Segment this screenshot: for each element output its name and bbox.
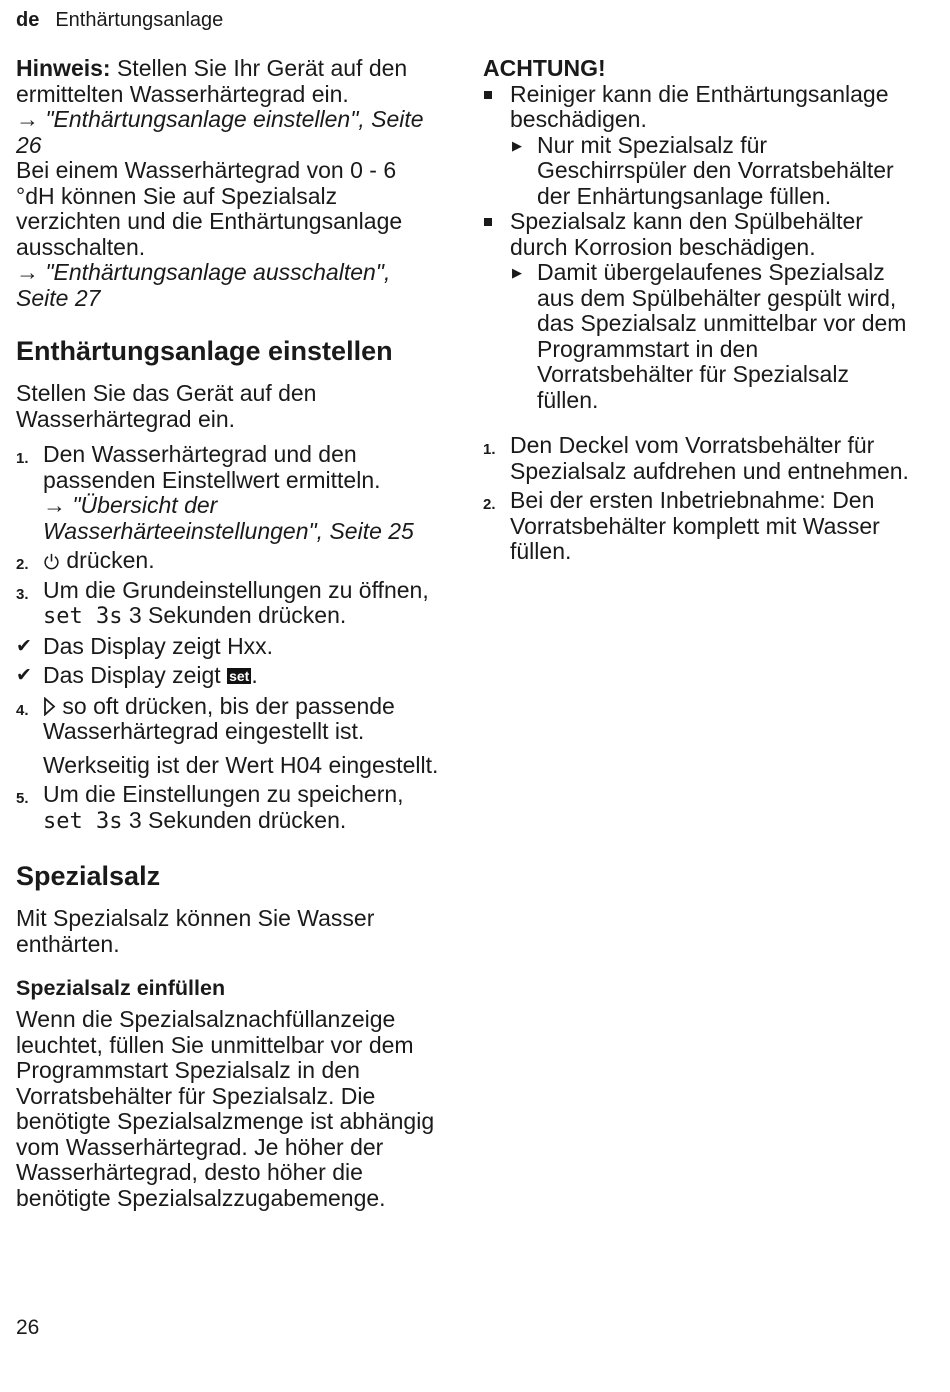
right-column [483, 56, 913, 569]
step-number: 4. [16, 701, 29, 719]
hint-label: Hinweis: [16, 55, 111, 81]
triangle-bullet-icon: ▶ [512, 265, 522, 280]
step-note: Werkseitig ist der Wert H04 eingestellt. [43, 751, 439, 778]
section-heading-setup: Enthärtungsanlage einstellen [16, 336, 393, 366]
action-list [510, 133, 913, 210]
subheading-fill-salt: Spezialsalz einfüllen [16, 976, 226, 1000]
action-item [510, 260, 913, 413]
page-header [16, 9, 223, 32]
language-code: de [16, 9, 40, 31]
salt-intro: Mit Spezialsalz können Sie Wasser enthärten. [16, 905, 375, 957]
bullet-square-icon [484, 218, 492, 226]
setup-intro: Stellen Sie das Gerät auf den Wasserhärtegrad ein. [16, 380, 317, 432]
warning-item [483, 209, 913, 413]
set-display-symbol: set [229, 668, 250, 684]
triangle-bullet-icon: ▶ [512, 137, 522, 153]
header-title: Enthärtungsanlage [55, 9, 224, 31]
step-text: Den Deckel vom Vorratsbehälter für Spezialsalz aufdrehen und entnehmen. [510, 432, 909, 484]
step-number: 5. [16, 790, 29, 807]
step-4 [16, 694, 441, 779]
hint-text-2: Bei einem Wasserhärtegrad von 0 - 6 °dH können Sie auf Spezialsalz verzichten und die Enthärtungsanlage ausschalten. [16, 157, 403, 260]
section-heading-salt: Spezialsalz [16, 861, 161, 891]
step-5 [16, 782, 441, 834]
set-3s-button-label: set 3s [43, 808, 123, 834]
step-1 [16, 442, 441, 544]
power-icon [43, 553, 60, 570]
action-item [510, 133, 913, 210]
action-text: Nur mit Spezialsalz für Geschirrspüler den Vorratsbehälter der Enhärtungsanlage füllen. [537, 131, 894, 209]
step-text: so oft drücken, bis der passende Wasserhärtegrad eingestellt ist. [43, 692, 395, 744]
step-number: 1. [483, 441, 496, 458]
left-column [16, 56, 441, 1211]
page-number: 26 [16, 1316, 40, 1339]
result-1 [16, 634, 441, 660]
step-text: drücken. [60, 547, 155, 573]
check-icon: ✔ [16, 635, 32, 657]
result-2 [16, 663, 441, 690]
step-number: 1. [16, 450, 29, 467]
action-text: Damit übergelaufenes Spezialsalz aus dem Spülbehälter gespült wird, das Spezialsalz unmittelbar vor dem Programmstart in den Vorratsbehälter für Spezialsalz füllen. [537, 259, 907, 413]
step-text: 3 Sekunden drücken. [122, 602, 347, 628]
bullet-square-icon [484, 91, 492, 99]
result-text: Das Display zeigt Hxx. [43, 632, 274, 659]
warning-text: Reiniger kann die Enthärtungsanlage beschädigen. [510, 80, 889, 132]
step-text: Um die Grundeinstellungen zu öffnen, [43, 576, 429, 603]
setup-steps [16, 442, 441, 834]
step-text: Bei der ersten Inbetriebnahme: Den Vorratsbehälter komplett mit Wasser füllen. [510, 487, 880, 564]
warning-title: ACHTUNG! [483, 55, 606, 81]
step-number: 3. [16, 585, 29, 603]
step-2 [483, 488, 913, 565]
set-3s-button-label: set 3s [43, 604, 123, 629]
step-number: 2. [16, 556, 29, 573]
cross-reference[interactable]: → "Enthärtungsanlage ausschalten", Seite 27 [16, 259, 391, 311]
step-text: Den Wasserhärtegrad und den passenden Einstellwert ermitteln. [43, 441, 381, 493]
hint-paragraph [16, 56, 441, 107]
fill-salt-text: Wenn die Spezialsalznachfüllanzeige leuchtet, füllen Sie unmittelbar vor dem Programmstart Spezialsalz in den Vorratsbehälter für Spezialsalz. Die benötigte Spezialsalzmenge ist abhängig vom Wasserhärtegrad. Je höher der Wasserhärtegrad, desto höher die benötigte Spezialsalzzugabemenge. [16, 1006, 435, 1211]
step-number: 2. [483, 496, 496, 513]
fill-steps [483, 433, 913, 565]
result-text: Das Display zeigt [43, 662, 228, 688]
step-text: 3 Sekunden drücken. [122, 806, 347, 833]
cross-reference[interactable]: → "Übersicht der Wasserhärteeinstellungen", Seite 25 [43, 492, 414, 544]
warning-item [483, 82, 913, 210]
cross-reference[interactable]: → "Enthärtungsanlage einstellen", Seite 26 [16, 106, 424, 158]
arrow-right-icon [43, 697, 56, 716]
check-icon: ✔ [16, 665, 32, 686]
hint-text: Stellen Sie Ihr Gerät auf den ermittelten Wasserhärtegrad ein. [16, 55, 408, 107]
step-3 [16, 578, 441, 630]
step-2 [16, 548, 441, 574]
warning-list [483, 82, 913, 414]
step-text: Um die Einstellungen zu speichern, [43, 781, 404, 807]
step-1 [483, 433, 913, 484]
result-text-end: . [251, 662, 258, 688]
action-list [510, 260, 913, 413]
warning-text: Spezialsalz kann den Spülbehälter durch Korrosion beschädigen. [510, 208, 863, 260]
